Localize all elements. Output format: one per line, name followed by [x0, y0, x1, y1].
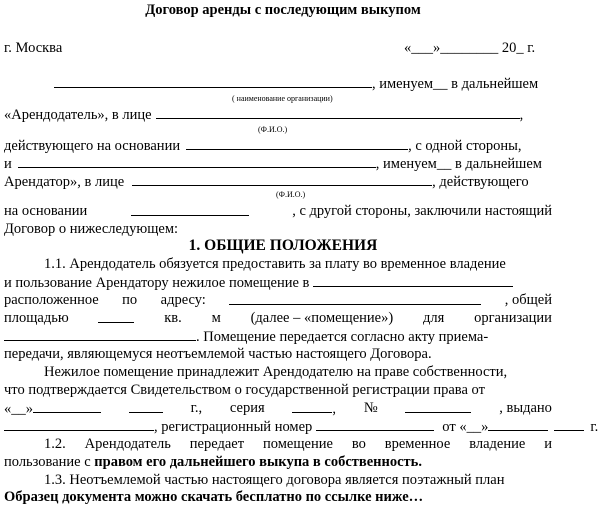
- organization-blank: [4, 328, 196, 341]
- series-blank: [292, 400, 332, 413]
- party1-line: [54, 75, 538, 93]
- p12-line1: 1.2. Арендодатель передает помещение во временное владение и: [44, 436, 552, 452]
- premises-location-blank: [313, 274, 513, 287]
- own-l3-a: «__»: [4, 401, 33, 417]
- cert-number-blank: [405, 400, 471, 413]
- p12-l2-bold: правом его дальнейшего выкупа в собственность.: [94, 454, 422, 470]
- and-text: и: [4, 156, 12, 172]
- own-l3-d: ,: [332, 401, 337, 417]
- reg-date-blank: [488, 418, 548, 431]
- p11-line2-text: и пользование Арендатору нежилое помещение в: [4, 275, 310, 291]
- fio-caption-2: (Ф.И.О.): [276, 190, 306, 199]
- acting-text: , действующего: [432, 174, 529, 190]
- org-name-blank: [54, 75, 372, 88]
- p11-l3-d: , общей: [504, 292, 552, 308]
- reg-year-blank: [554, 418, 584, 431]
- p11-line5-text: . Помещение передается согласно акту приема-: [196, 329, 489, 345]
- p11-l4-c: м: [211, 310, 221, 326]
- basis-prefix: на основании: [4, 203, 88, 219]
- own-l3-e: №: [363, 400, 378, 416]
- p11-l4-f: организации: [474, 310, 552, 326]
- basis-blank: [131, 203, 249, 216]
- p13-line1: 1.3. Неотъемлемой частью настоящего договора является поэтажный план: [44, 472, 505, 488]
- p11-line6: передачи, являющемуся неотъемлемой частью настоящего Договора.: [4, 346, 432, 362]
- ownership-line2: что подтверждается Свидетельством о государственной регистрации права от: [4, 382, 485, 398]
- acting-line: [4, 137, 521, 155]
- p11-l4-d: (далее – «помещение»): [250, 310, 394, 326]
- p11-line3: [4, 292, 552, 309]
- own-l3-f: , выдано: [499, 400, 552, 416]
- ownership-line3: [4, 400, 552, 418]
- download-note[interactable]: Образец документа можно скачать бесплатно по ссылке ниже…: [4, 489, 424, 505]
- org-caption: ( наименование организации): [232, 94, 333, 103]
- lessee-rep-blank: [132, 173, 432, 186]
- p11-l4-e: для: [422, 310, 445, 326]
- other-side-text: , с другой стороны, заключили настоящий: [292, 203, 552, 219]
- section-heading: 1. ОБЩИЕ ПОЛОЖЕНИЯ: [188, 237, 378, 254]
- lessee-prefix: Арендатор», в лице: [4, 174, 125, 190]
- own-l3-c: серия: [229, 400, 265, 416]
- address-blank: [229, 292, 481, 305]
- own-l4-b: от «__»: [442, 419, 489, 435]
- document-title: Договор аренды с последующим выкупом: [145, 2, 421, 18]
- basis-line: [4, 203, 552, 220]
- one-side-text: , с одной стороны,: [408, 138, 522, 154]
- contract-date: «___»________ 20_ г.: [404, 40, 536, 56]
- p11-line1: 1.1. Арендодатель обязуется предоставить за плату во временное владение: [44, 256, 506, 272]
- acting-prefix: действующего на основании: [4, 138, 181, 154]
- issued-by-blank: [4, 418, 154, 431]
- p12-l2-a: пользование с: [4, 454, 91, 470]
- cert-date-blank: [33, 400, 101, 413]
- city: г. Москва: [4, 40, 63, 56]
- party2-name-blank: [18, 155, 376, 168]
- cert-year-blank: [129, 400, 163, 413]
- p11-line5: [4, 328, 488, 346]
- p11-l3-c: адресу:: [160, 292, 206, 308]
- p11-line2: [4, 274, 513, 292]
- contract-below: Договор о нижеследующем:: [4, 221, 179, 237]
- acting-basis-blank: [186, 137, 408, 150]
- lessee-line: [4, 173, 529, 191]
- p11-l4-a: площадью: [4, 310, 69, 326]
- p11-line4: [4, 310, 552, 327]
- own-l4-c: г.: [590, 419, 598, 435]
- p11-l3-a: расположенное: [4, 292, 99, 308]
- p11-l4-b: кв.: [164, 310, 182, 326]
- own-l3-b: г.,: [190, 400, 203, 416]
- p12-line2: [4, 454, 422, 471]
- party2-line: [4, 155, 542, 173]
- lessor-line: «Арендодатель», в лице ,: [4, 107, 524, 123]
- lessor-prefix: «Арендодатель», в лице: [4, 107, 152, 123]
- fio-caption-1: (Ф.И.О.): [258, 125, 288, 134]
- own-l4-a: , регистрационный номер: [154, 419, 313, 435]
- ownership-line1: Нежилое помещение принадлежит Арендодателю на праве собственности,: [44, 364, 508, 380]
- named-suffix-1: , именуем__ в дальнейшем: [372, 76, 539, 92]
- ownership-line4: [4, 418, 598, 436]
- area-blank: [98, 310, 134, 323]
- p11-l3-b: по: [122, 292, 138, 308]
- reg-number-blank: [316, 418, 434, 431]
- lessor-rep-blank: [156, 106, 520, 119]
- named-suffix-2: , именуем__ в дальнейшем: [375, 156, 542, 172]
